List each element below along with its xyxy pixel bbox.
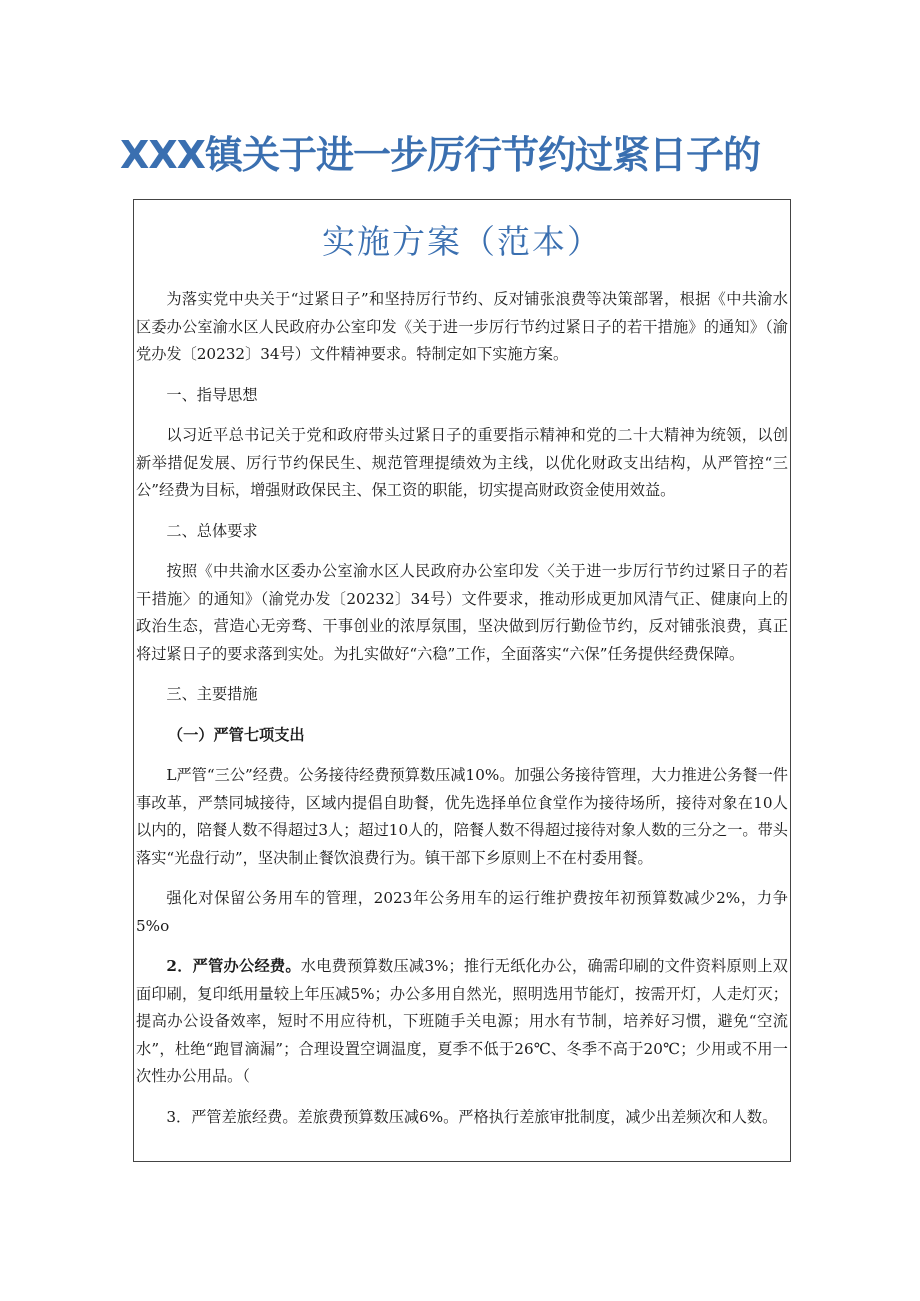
section-heading-overall-requirements: 二、总体要求 [166,521,258,540]
intro-paragraph: 为落实党中央关于“过紧日子”和坚持厉行节约、反对铺张浪费等决策部署，根据《中共渝水区委办公室渝水区人民政府办公室印发《关于进一步厉行节约过紧日子的若干措施》的通知》（渝党办发〔20232〕34号）文件精神要求。特制定如下实施方案。 [136,290,788,363]
subsection-heading-seven-expenses: （一）严管七项支出 [167,725,305,744]
section-heading-main-measures: 三、主要措施 [166,685,258,703]
item-travel-expenses: 3．严管差旅经费。差旅费预算数压减6%。严格执行差旅审批制度，减少出差频次和人数。 [166,1107,778,1126]
item-three-public-expenses: L严管“三公”经费。公务接待经费预算数压减10%。加强公务接待管理，大力推进公务餐一件事改革，严禁同城接待，区域内提倡自助餐，优先选择单位食堂作为接待场所，接待对象在10人以内的，陪餐人数不得超过3人；超过10人的，陪餐人数不得超过接待对象人数的三分之一。带头落实“光盘行动”，坚决制止餐饮浪费行为。镇干部下乡原则上不在村委用餐。 [136,766,788,867]
document-content [136,286,788,1144]
section-body-guiding-ideology: 以习近平总书记关于党和政府带头过紧日子的重要指示精神和党的二十大精神为统领，以创新举措促发展、厉行节约保民生、规范管理提绩效为主线，以优化财政支出结构，从严管控“三公”经费为目标，增强财政保民主、保工资的职能，切实提高财政资金使用效益。 [136,426,788,499]
document-body-frame [133,199,791,1162]
item-office-expenses-lead: 2．严管办公经费。 [166,957,301,975]
document-title-line1: XXX镇关于进一步厉行节约过紧日子的 [120,133,760,177]
document-title-line2: 实施方案（范本） [322,222,602,261]
item-office-expenses-body: 水电费预算数压减3%；推行无纸化办公，确需印刷的文件资料原则上双面印刷，复印纸用量较上年压减5%；办公多用自然光，照明选用节能灯，按需开灯，人走灯灭；提高办公设备效率，短时不用应待机，下班随手关电源；用水有节制，培养好习惯，避免“空流水”，杜绝“跑冒滴漏”；合理设置空调温度，夏季不低于26℃、冬季不高于20℃；少用或不用一次性办公用品。（ [136,957,788,1085]
item-office-expenses [136,953,788,1091]
item-official-vehicles: 强化对保留公务用车的管理，2023年公务用车的运行维护费按年初预算数减少2%，力争5%o [136,889,788,935]
section-body-overall-requirements: 按照《中共渝水区委办公室渝水区人民政府办公室印发〈关于进一步厉行节约过紧日子的若干措施〉的通知》（渝党办发〔20232〕34号）文件要求，推动形成更加风清气正、健康向上的政治生态，营造心无旁骛、干事创业的浓厚氛围，坚决做到厉行勤俭节约，反对铺张浪费，真正将过紧日子的要求落到实处。为扎实做好“六稳”工作，全面落实“六保”任务提供经费保障。 [136,562,788,663]
section-heading-guiding-ideology: 一、指导思想 [166,385,258,404]
